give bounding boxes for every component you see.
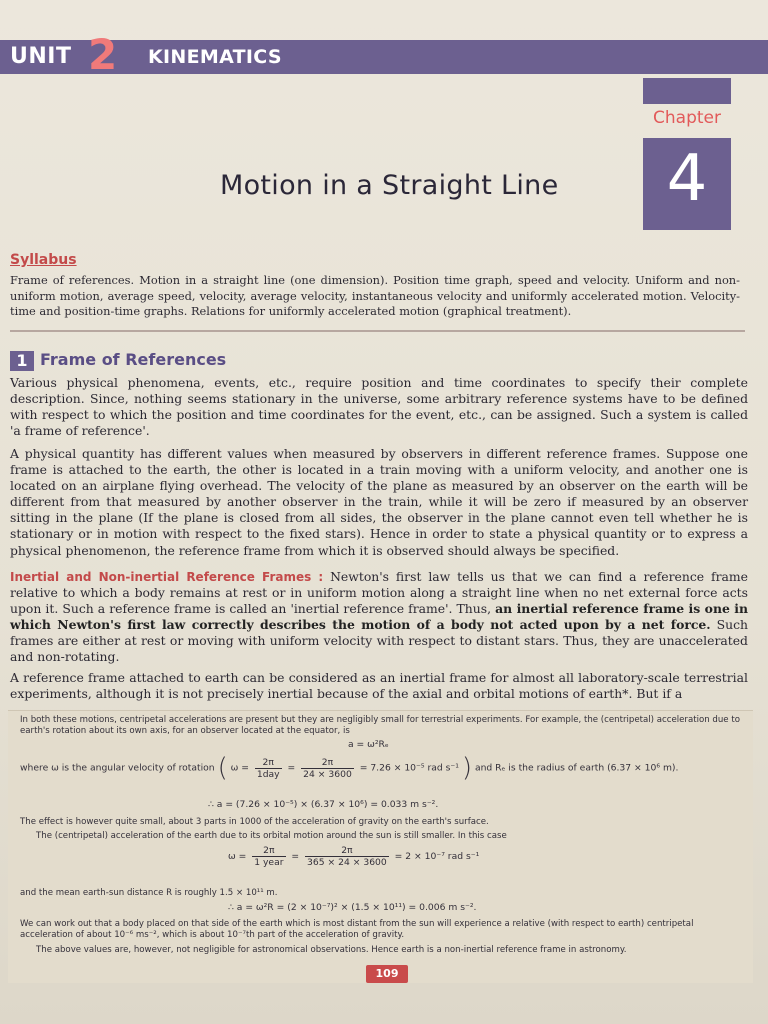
fraction-2-num: 2π <box>321 756 334 768</box>
unit-banner <box>0 30 768 79</box>
chapter-badge <box>643 138 731 230</box>
fraction-4-num: 2π <box>341 845 353 856</box>
chapter-number: 4 <box>666 142 708 216</box>
syllabus-divider <box>10 330 745 332</box>
fraction-3 <box>252 845 285 868</box>
equals-sign-2: = <box>291 851 300 862</box>
fraction-3-num: 2π <box>263 845 275 856</box>
footnote-box <box>8 710 753 983</box>
radius-text: and Rₑ is the radius of earth (6.37 × 10⁶ m). <box>474 762 679 774</box>
unit-title: KINEMATICS <box>148 46 282 68</box>
fraction-1-den: 1day <box>256 768 280 780</box>
fraction-2-den: 24 × 3600 <box>303 768 352 780</box>
open-paren: ( <box>217 753 228 783</box>
note-line-4: and the mean earth-sun distance R is roughly 1.5 × 10¹¹ m. <box>20 888 278 898</box>
paragraph-3-text-b: Such frames are either at rest or moving with uniform velocity with respect to distant stars. Thus, they are unaccelerated and non-rotating. <box>10 617 748 665</box>
fraction-4-den: 365 × 24 × 3600 <box>307 857 387 868</box>
note-line-6: The above values are, however, not negligible for astronomical observations. Hence earth is a non-inertial reference frame in astronomy. <box>36 945 627 955</box>
omega2-value: = 2 × 10⁻⁷ rad s⁻¹ <box>394 851 480 862</box>
note-line-2: The effect is however quite small, about 3 parts in 1000 of the acceleration of gravity on the earth's surface. <box>20 817 489 827</box>
note-eq-1: a = ω²Rₑ <box>348 739 389 750</box>
chapter-label: Chapter <box>653 108 721 128</box>
fraction-4 <box>305 845 389 868</box>
fraction-1-num: 2π <box>262 756 274 768</box>
page-number: 109 <box>366 965 408 983</box>
paragraph-3-text-a: Newton's first law tells us that we can find a reference frame relative to which a body remains at rest or in uniform motion along a straight line when no net external force acts upon it. Such a reference frame is called an 'inertial reference frame'. Thus, <box>10 569 748 617</box>
section-number: 1 <box>10 351 34 371</box>
note-eq-3: ∴ a = ω²R = (2 × 10⁻⁷)² × (1.5 × 10¹¹) = 0.006 m s⁻². <box>228 902 477 913</box>
syllabus-text: Frame of references. Motion in a straight line (one dimension). Position time graph, speed and velocity. Uniform and non-uniform motion, average speed, velocity, average velocity, instantaneous velocity and uniformly accelerated motion. Velocity-time and position-time graphs. Relations for uniformly accelerated motion (graphical treatment). <box>10 273 740 318</box>
close-paren: ) <box>461 753 473 783</box>
section-heading <box>10 350 226 371</box>
note-where-text: where ω is the angular velocity of rotation <box>20 762 215 774</box>
fraction-3-den: 1 year <box>254 857 284 868</box>
paragraph-2: A physical quantity has different values when measured by observers in different reference frames. Suppose one frame is attached to the earth, the other is located in a train moving with a uniform velocity, and another one is located on an airplane flying overhead. The velocity of the plane as measured by an observer on the earth will be different from that measured by another observer in the train, while it will be zero if measured by an observer sitting in the plane (If the plane is closed from all sides, the observer in the plane cannot even tell whether he is stationary or in motion with respect to the fixed stars). Hence in order to state a physical quantity or to express a physical phenomenon, the reference frame from which it is observed should always be specified. <box>10 446 748 558</box>
chapter-title: Motion in a Straight Line <box>220 170 559 201</box>
inertial-frames-subheading: Inertial and Non-inertial Reference Frames : <box>10 570 324 584</box>
omega-value: = 7.26 × 10⁻⁵ rad s⁻¹ <box>359 762 459 774</box>
syllabus-heading: Syllabus <box>10 252 77 268</box>
fraction-1 <box>255 757 282 780</box>
note-line-5: We can work out that a body placed on that side of the earth which is most distant from the sun will experience a relative (with respect to earth) centripetal acceleration of about 10⁻⁶ ms⁻², which is about 10⁻⁷th part of the acceleration of gravity. <box>20 919 694 940</box>
chapter-badge-top <box>643 78 731 104</box>
omega2-symbol: ω = <box>228 851 247 862</box>
unit-number: 2 <box>88 30 118 79</box>
paragraph-3 <box>10 569 748 666</box>
unit-label: UNIT <box>10 44 72 69</box>
equals-sign: = <box>287 762 296 774</box>
paragraph-4: A reference frame attached to earth can be considered as an inertial frame for almost all laboratory-scale terrestrial experiments, although it is not precisely inertial because of the axial and orbital motions of earth*. But if a <box>10 670 748 702</box>
inertial-frame-definition: an inertial reference frame is one in which Newton's first law correctly describes the motion of a body not acted upon by a net force. <box>10 601 748 633</box>
note-omega2-row <box>228 845 479 868</box>
omega-symbol: ω = <box>230 762 249 774</box>
note-eq-2: ∴ a = (7.26 × 10⁻⁵) × (6.37 × 10⁶) = 0.033 m s⁻². <box>208 799 439 810</box>
fraction-2 <box>301 757 354 780</box>
note-omega-row <box>20 753 678 783</box>
section-title: Frame of References <box>40 350 227 369</box>
note-line-3: The (centripetal) acceleration of the earth due to its orbital motion around the sun is still smaller. In this case <box>36 831 507 841</box>
paragraph-1: Various physical phenomena, events, etc., require position and time coordinates to specify their complete description. Since, nothing seems stationary in the universe, some arbitrary reference systems have to be defined with respect to which the position and time coordinates for the event, etc., can be assigned. Such a system is called 'a frame of reference'. <box>10 375 748 439</box>
note-line-1: In both these motions, centripetal accelerations are present but they are negligibly small for terrestrial experiments. For example, the (centripetal) acceleration due to earth's rotation about its own axis, for an observer located at the equator, is <box>20 715 740 736</box>
